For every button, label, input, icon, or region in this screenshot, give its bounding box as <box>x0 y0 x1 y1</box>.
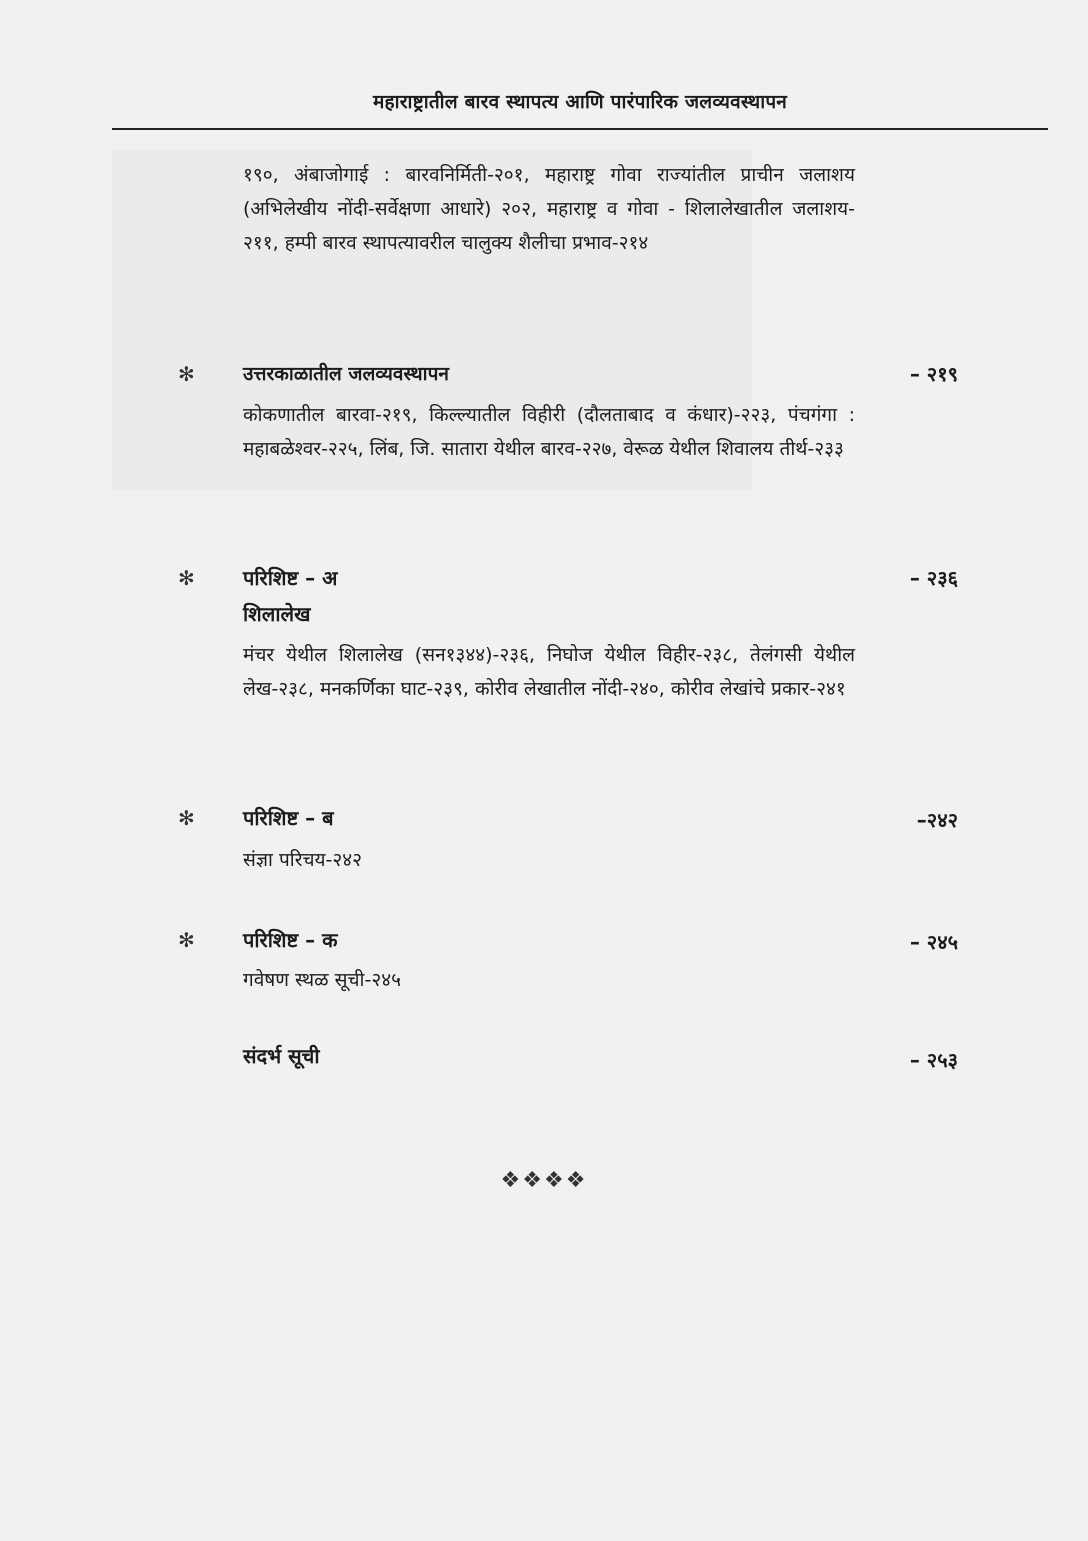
entry-page-number: – २३६ <box>909 566 958 590</box>
entry-body: मंचर येथील शिलालेख (सन१३४४)-२३६, निघोज येथील विहीर-२३८, तेलंगसी येथील लेख-२३८, मनकर्णिका घाट-२३९, कोरीव लेखातील नोंदी-२४०, कोरीव लेखांचे प्रकार-२४१ <box>243 644 855 700</box>
entry-title: परिशिष्ट – अ <box>243 566 338 590</box>
entry-title: संदर्भ सूची <box>243 1044 320 1068</box>
entry-body: कोकणातील बारवा-२१९, किल्ल्यातील विहीरी (दौलताबाद व कंधार)-२२३, पंचगंगा : महाबळेश्वर-२२५, लिंब, जि. सातारा येथील बारव-२२७, वेरूळ येथील शिवालय तीर्थ-२३३ <box>243 404 855 460</box>
entry-title: परिशिष्ट – क <box>243 928 338 952</box>
intro-paragraph: १९०, अंबाजोगाई : बारवनिर्मिती-२०१, महाराष्ट्र गोवा राज्यांतील प्राचीन जलाशय (अभिलेखीय नोंदी-सर्वेक्षणा आधारे) २०२, महाराष्ट्र व गोवा - शिलालेखातील जलाशय- २११, हम्पी बारव स्थापत्यावरील चालुक्य शैलीचा प्रभाव-२१४ <box>243 164 855 254</box>
bullet-star: ✻ <box>178 806 195 830</box>
running-header: महाराष्ट्रातील बारव स्थापत्य आणि पारंपारिक जलव्यवस्थापन <box>372 91 788 113</box>
entry-page-number: –२४२ <box>916 808 958 832</box>
entry-title: उत्तरकाळातील जलव्यवस्थापन <box>243 363 449 385</box>
entry-page-number: – २५३ <box>909 1048 958 1072</box>
end-ornament: ❖❖❖❖ <box>500 1168 588 1193</box>
entry-subtitle: शिलालेख <box>243 602 311 626</box>
entry-body: संज्ञा परिचय-२४२ <box>243 849 363 871</box>
bullet-star: ✻ <box>178 928 195 952</box>
bullet-star: ✻ <box>178 362 195 386</box>
entry-page-number: – २१९ <box>909 362 958 386</box>
bullet-star: ✻ <box>178 566 195 590</box>
entry-body: गवेषण स्थळ सूची-२४५ <box>243 969 401 991</box>
entry-page-number: – २४५ <box>909 930 958 954</box>
entry-title: परिशिष्ट – ब <box>243 806 334 830</box>
header-rule <box>112 128 1048 130</box>
